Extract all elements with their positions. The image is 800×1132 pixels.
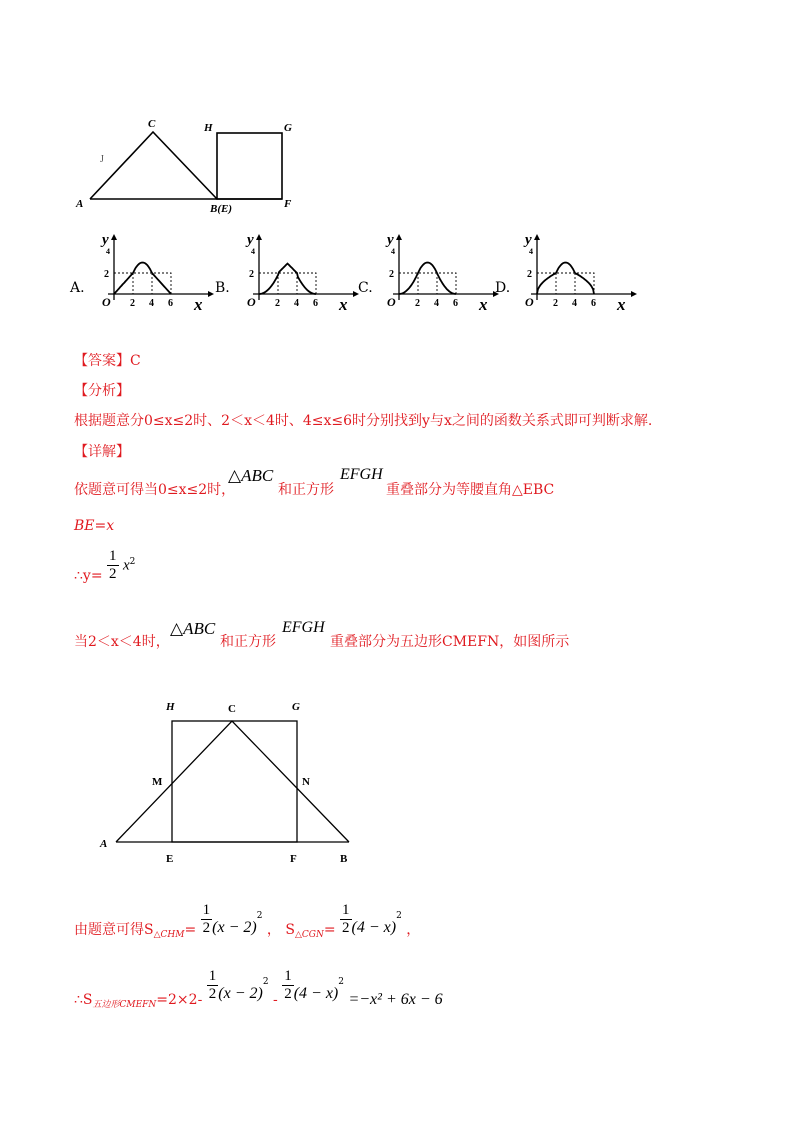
graph-b-x-tick-6: 6 <box>313 298 318 309</box>
detail-line1-b: 和正方形 <box>278 482 334 498</box>
x-sq-exp: 2 <box>129 556 136 567</box>
final-exp-1: 2 <box>262 976 269 987</box>
final-den-2: 2 <box>284 986 292 1002</box>
graph-d-y-tick: 4 <box>529 247 533 256</box>
area-comma-2: ， <box>406 921 421 938</box>
graph-a-y-two: 2 <box>104 269 109 280</box>
final-line <box>74 968 443 1011</box>
option-label-c[interactable]: C. <box>358 280 373 296</box>
graph-b-y-arrow <box>256 234 262 240</box>
graph-d-y-label: y <box>525 232 532 248</box>
option-graph-c <box>375 232 500 320</box>
fig2-label-b: B <box>340 853 348 865</box>
label-a: A <box>76 198 84 210</box>
graph-b-x-tick-4: 4 <box>294 298 299 309</box>
graph-b-y-label: y <box>247 232 254 248</box>
graph-b-y-tick: 4 <box>251 247 255 256</box>
fig2-label-n: N <box>302 776 310 788</box>
label-g: G <box>284 122 292 134</box>
answer-head: 【答案】 <box>74 353 130 369</box>
figure-pentagon <box>96 695 366 870</box>
figure-triangle-square <box>70 112 310 222</box>
graph-b-x-tick-2: 2 <box>275 298 280 309</box>
final-prefix: ∴S <box>74 991 93 1008</box>
fig2-label-f: F <box>290 853 297 865</box>
detail-line2-b: 和正方形 <box>220 634 276 650</box>
graph-b-x-label: x <box>339 295 348 314</box>
graph-a-x-arrow <box>208 291 214 297</box>
detail-line2-c: 重叠部分为五边形CMEFN，如图所示 <box>330 634 570 650</box>
graph-c-y-tick: 4 <box>391 247 395 256</box>
area2-fraction <box>340 902 352 937</box>
graph-c-x-tick-4: 4 <box>434 298 439 309</box>
analysis-text: 根据题意分0≤x≤2时、2＜x＜4时、4≤x≤6时分别找到y与x之间的函数关系式即可判断求解. <box>74 413 653 429</box>
final-frac-1 <box>207 968 219 1003</box>
detail-line1-c: 重叠部分为等腰直角△EBC <box>386 482 555 498</box>
graph-a-x-tick-6: 6 <box>168 298 173 309</box>
final-num-2: 1 <box>284 968 292 984</box>
final-exp-2: 2 <box>338 976 344 987</box>
square-efgh-2 <box>172 721 297 842</box>
area2-sub: △CGN <box>294 930 324 941</box>
final-minus: - <box>273 991 278 1008</box>
graph-a-x-tick-4: 4 <box>149 298 154 309</box>
graph-c-x-label: x <box>479 295 488 314</box>
graph-a-x-tick-2: 2 <box>130 298 135 309</box>
detail-be: BE=x <box>74 518 115 534</box>
label-c: C <box>148 118 156 130</box>
final-eq: =2×2- <box>156 991 203 1008</box>
area1-sub: △CHM <box>153 930 185 941</box>
final-frac-2 <box>282 968 294 1003</box>
fig2-label-c: C <box>228 703 236 715</box>
area1-prefix: 由题意可得S <box>74 921 154 938</box>
area-comma-1: ， <box>266 921 281 938</box>
graph-d-dash-box <box>537 273 594 294</box>
option-graph-d <box>513 232 638 320</box>
fig2-label-e: E <box>166 853 174 865</box>
graph-b-curve <box>259 264 316 294</box>
area1-exp: 2 <box>256 910 263 921</box>
area2-paren: (4 − x) <box>351 918 397 936</box>
final-sub: 五边形CMEFN <box>92 1000 157 1011</box>
x-var: x <box>122 557 130 574</box>
option-graph-a <box>90 232 215 320</box>
graph-a-curve <box>114 263 171 295</box>
detail-line2-a: 当2＜x＜4时， <box>74 634 170 650</box>
graph-d-x-tick-6: 6 <box>591 298 596 309</box>
graph-c-y-arrow <box>396 234 402 240</box>
graph-d-curve <box>537 263 594 295</box>
option-label-d[interactable]: D. <box>495 280 511 296</box>
square-efgh <box>217 133 282 199</box>
graph-d-y-two: 2 <box>527 269 532 280</box>
option-row <box>70 232 710 322</box>
label-f: F <box>284 198 292 210</box>
area2-prefix: S <box>285 921 295 938</box>
graph-d-x-arrow <box>631 291 637 297</box>
graph-b-y-two: 2 <box>249 269 254 280</box>
graph-d-x-label: x <box>617 295 626 314</box>
detail-efgh-1: EFGH <box>340 466 383 483</box>
half-den: 2 <box>109 566 117 582</box>
graph-d-x-tick-4: 4 <box>572 298 577 309</box>
graph-a-origin: O <box>102 295 111 309</box>
label-mark: J <box>100 154 104 165</box>
area2-den: 2 <box>342 920 350 936</box>
area2-eq: = <box>323 921 336 938</box>
area1-den: 2 <box>202 920 211 936</box>
graph-c-y-label: y <box>387 232 394 248</box>
detail-head: 【详解】 <box>74 444 130 460</box>
analysis-head: 【分析】 <box>74 383 130 399</box>
graph-a-y-label: y <box>102 232 109 248</box>
half-num: 1 <box>109 548 117 564</box>
graph-c-y-two: 2 <box>389 269 394 280</box>
label-h: H <box>204 122 213 134</box>
graph-b-origin: O <box>247 295 256 309</box>
final-den-1: 2 <box>208 986 217 1002</box>
final-rhs: =−x² + 6x − 6 <box>348 990 443 1008</box>
option-graph-b <box>235 232 360 320</box>
answer-value: C <box>130 353 141 369</box>
answer-line <box>74 351 141 371</box>
fig2-label-h: H <box>166 701 175 713</box>
graph-d-origin: O <box>525 295 534 309</box>
area1-eq: = <box>184 921 197 938</box>
detail-tri-abc-2: △ABC <box>170 619 216 638</box>
graph-c-origin: O <box>387 295 396 309</box>
graph-c-curve <box>399 263 456 295</box>
area2-exp: 2 <box>396 910 402 921</box>
area-line-1 <box>74 902 421 941</box>
graph-c-x-tick-2: 2 <box>415 298 420 309</box>
area1-num: 1 <box>202 902 211 918</box>
final-paren-2: (4 − x) <box>293 984 339 1002</box>
option-label-b[interactable]: B. <box>215 280 230 296</box>
graph-d-x-tick-2: 2 <box>553 298 558 309</box>
triangle-abc <box>90 132 217 199</box>
detail-tri-abc-1: △ABC <box>228 466 274 485</box>
area2-num: 1 <box>342 902 350 918</box>
y-eq-prefix: ∴y= <box>74 567 103 584</box>
detail-y-eq <box>74 548 135 583</box>
graph-c-x-tick-6: 6 <box>453 298 458 309</box>
label-be: B(E) <box>210 203 232 215</box>
final-num-1: 1 <box>208 968 217 984</box>
fig2-label-m: M <box>152 776 163 788</box>
detail-efgh-2: EFGH <box>282 619 325 636</box>
graph-a-x-label: x <box>194 295 203 314</box>
fig2-label-a: A <box>100 838 108 850</box>
area1-paren: (x − 2) <box>212 918 257 936</box>
option-label-a[interactable]: A. <box>70 280 85 296</box>
triangle-acb <box>116 721 349 842</box>
half-fraction <box>107 548 119 583</box>
graph-a-y-arrow <box>111 234 117 240</box>
final-paren-1: (x − 2) <box>218 984 263 1002</box>
graph-d-y-arrow <box>534 234 540 240</box>
fig2-label-g: G <box>292 701 300 713</box>
detail-line1-a: 依题意可得当0≤x≤2时， <box>74 482 236 498</box>
graph-a-y-tick: 4 <box>106 247 110 256</box>
area1-fraction <box>201 902 213 937</box>
